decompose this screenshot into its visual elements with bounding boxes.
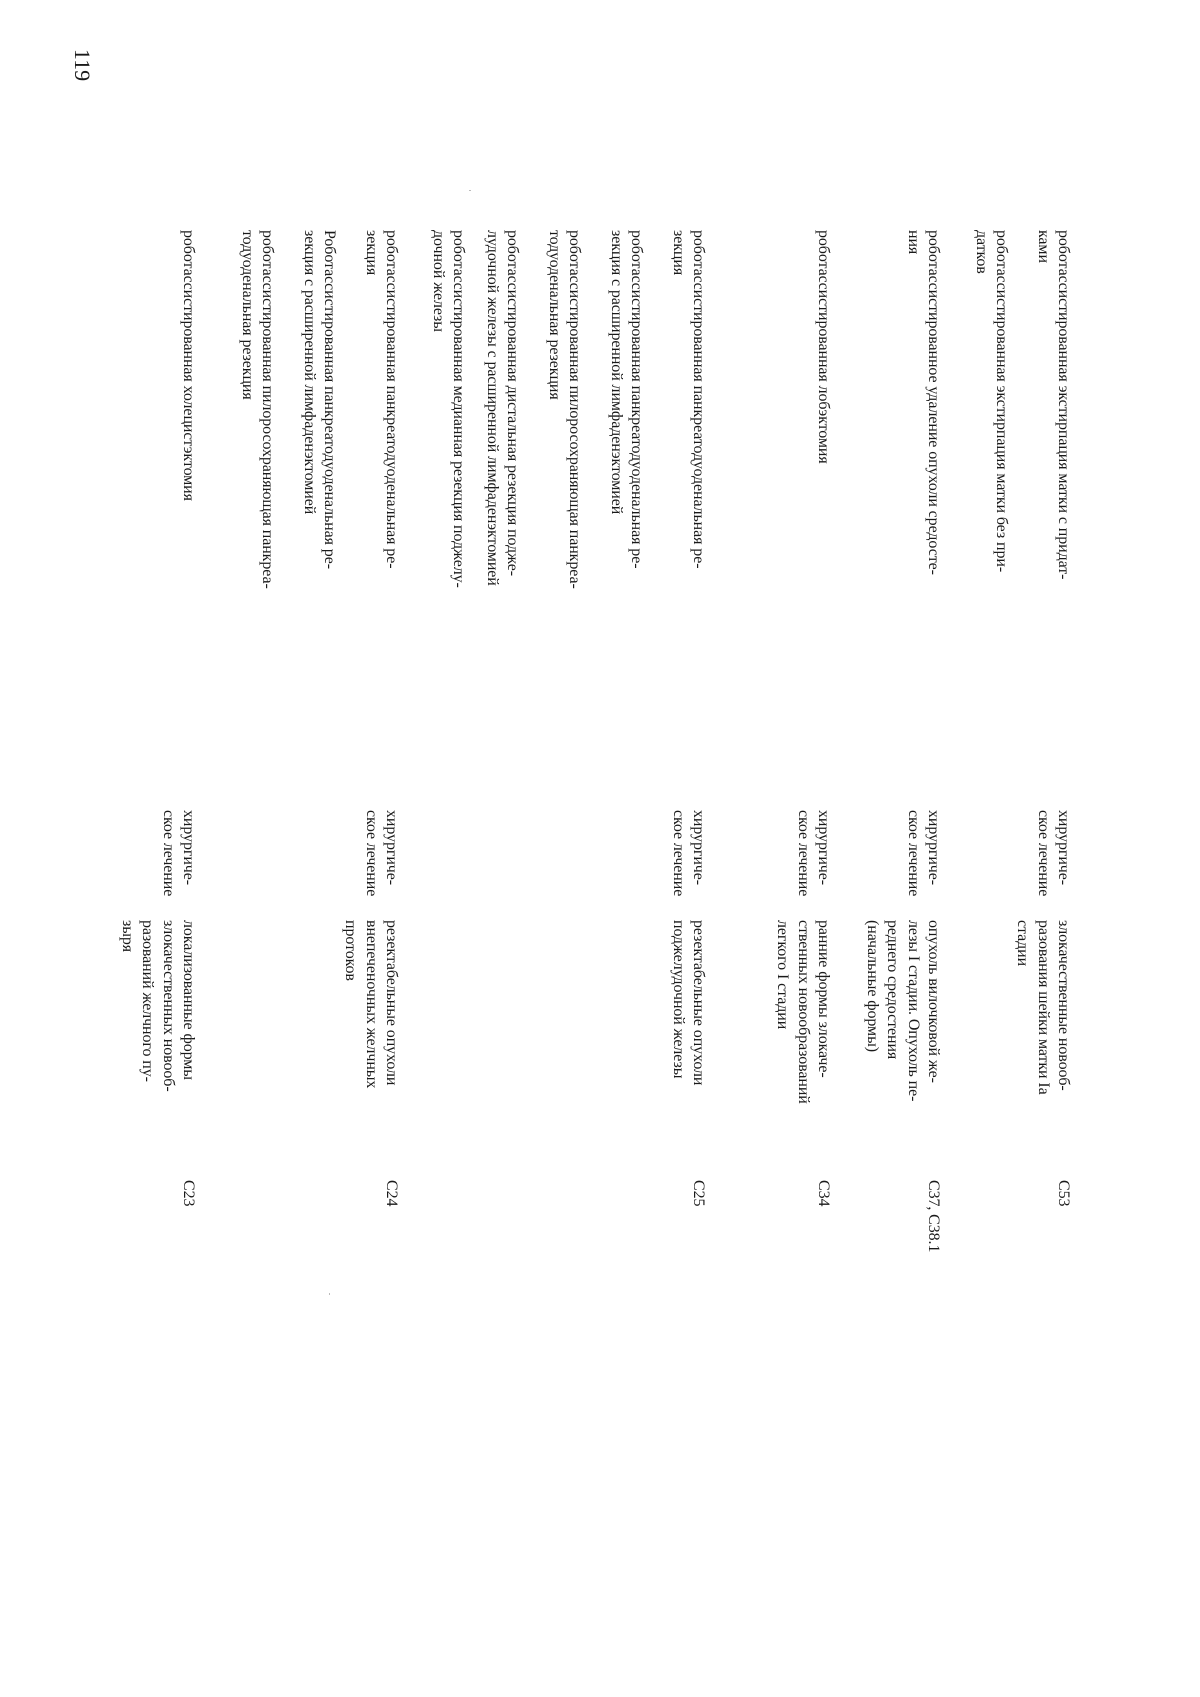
icd-code: C53 [1055,1180,1072,1207]
treatment-type: хирургиче- ское лечение [904,810,942,897]
diagnosis: ранние формы злокаче- ственных новообразований легкого I стадии [774,920,832,1104]
diagnosis: локализованные формы злокачественных новооб- разований желчного пу- зыря [118,920,197,1092]
method-list [972,230,1073,780]
page-number-text: 119 [70,48,95,82]
icd-code: C34 [815,1180,832,1207]
method-item: роботассистированная пилоросохраняющая панкреа- тодуоденальная резекция [238,230,276,589]
icd-code: C23 [180,1180,197,1207]
method-item: роботассистированная панкреатодуоденальная ре- зекция с расширенной лимфаденэктомией [607,230,645,569]
icd-code: C25 [690,1180,707,1207]
method-item: роботассистированная пилоросохраняющая панкреа- тодуоденальная резекция [545,230,583,589]
method-item: роботассистированная медианная резекция поджелу- дочной железы [429,230,467,588]
page-number [62,44,102,86]
scan-speck [469,190,471,191]
method-item: роботассистированная панкреатодуоденальная ре- зекция [669,230,707,569]
icd-code: C37, C38.1 [925,1180,942,1253]
diagnosis: резектабельные опухоли поджелудочной железы [669,920,707,1086]
table-row [958,230,1073,1430]
method-item: роботассистированная дистальная резекция подже- лудочной железы с расширенной лимфаденэктомией [483,230,521,586]
treatment-type: хирургиче- ское лечение [362,810,400,897]
diagnosis: резектабельные опухоли внепеченочных желчных протоков [342,920,400,1089]
method-item: роботассистированная экстирпация матки с придат- ками [1034,230,1072,580]
diagnosis: злокачественные новооб- разования шейки матки Ia стадии [1014,920,1072,1095]
diagnosis: опухоль вилочковой же- лезы I стадии. Опухоль пе- реднего средостения (начальные формы) [863,920,942,1102]
icd-code: C24 [383,1180,400,1207]
method-item: Роботассистированная панкреатодуоденальная ре- зекция с расширенной лимфаденэктомией [300,230,338,569]
method-item: роботассистированная панкреатодуоденальная ре- зекция [362,230,400,569]
treatment-type: хирургиче- ское лечение [669,810,707,897]
method-item: роботассистированная лобэктомия [815,230,832,464]
treatment-type: хирургиче- ское лечение [1034,810,1072,897]
treatment-type: хирургиче- ское лечение [159,810,197,897]
method-item: роботассистированная холецистэктомия [180,230,197,501]
method-item: роботассистированная экстирпация матки без при- датков [972,230,1010,573]
method-item: роботассистированное удаление опухоли средосте- ния [904,230,942,575]
treatment-type: хирургиче- ское лечение [794,810,832,897]
